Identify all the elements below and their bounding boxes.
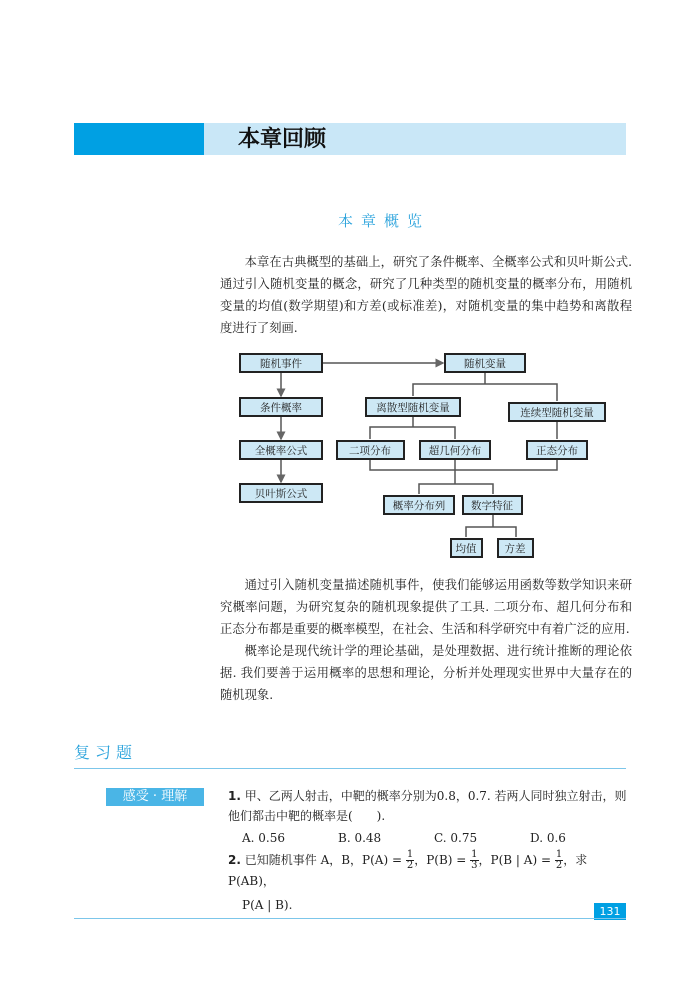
footer-divider bbox=[74, 918, 626, 919]
option-b: B. 0.48 bbox=[338, 831, 382, 845]
category-badge: 感受 · 理解 bbox=[106, 788, 204, 806]
label: 数字特征 bbox=[471, 500, 513, 512]
label: 正态分布 bbox=[536, 445, 578, 457]
option-d: D. 0.6 bbox=[530, 831, 566, 845]
denominator: 2 bbox=[555, 860, 563, 871]
label: 超几何分布 bbox=[428, 445, 482, 457]
fraction bbox=[555, 850, 563, 871]
label: 方差 bbox=[504, 543, 526, 555]
label: 条件概率 bbox=[260, 402, 302, 414]
question-text: ，求 P(AB)， bbox=[228, 853, 588, 888]
chapter-review-title: 本章回顾 bbox=[238, 126, 327, 152]
numerator: 1 bbox=[406, 849, 414, 860]
label: 概率分布列 bbox=[392, 500, 446, 512]
numerator: 1 bbox=[555, 849, 563, 860]
label: 连续型随机变量 bbox=[520, 407, 594, 419]
question-text: ，P(B | A) = bbox=[478, 853, 555, 867]
question-text: 甲、乙两人射击，中靶的概率分别为0.8，0.7. 若两人同时独立射击，则他们都击中靶的概率是( ). bbox=[228, 789, 627, 823]
label: 随机事件 bbox=[260, 358, 302, 370]
label: 均值 bbox=[455, 543, 477, 555]
option-c: C. 0.75 bbox=[434, 831, 478, 845]
denominator: 3 bbox=[471, 860, 478, 871]
overview-title: 本章概览 bbox=[337, 212, 430, 230]
fraction bbox=[470, 850, 478, 871]
intro-paragraph: 本章在古典概型的基础上，研究了条件概率、全概率公式和贝叶斯公式. 通过引入随机变量的概念，研究了几种类型的随机变量的概率分布，用随机变量的均值(数学期望)和方差(或标准差)，对随机变量的集中趋势和离散程度进行了刻画. bbox=[220, 255, 632, 335]
question-number: 1. bbox=[228, 789, 241, 803]
fraction bbox=[406, 850, 414, 871]
divider bbox=[74, 768, 626, 769]
question-text-continued: P(A | B). bbox=[242, 898, 293, 912]
page-number: 131 bbox=[594, 903, 626, 920]
paragraph: 概率论是现代统计学的理论基础，是处理数据、进行统计推断的理论依据. 我们要善于运用概率的思想和理论，分析并处理现实世界中大量存在的随机现象. bbox=[220, 644, 632, 702]
question-2 bbox=[228, 850, 630, 915]
overview-body bbox=[220, 574, 632, 706]
numerator: 1 bbox=[471, 849, 478, 860]
question-text: ，P(B) = bbox=[414, 853, 471, 867]
paragraph: 通过引入随机变量描述随机事件，使我们能够运用函数等数学知识来研究概率问题，为研究复杂的随机现象提供了工具. 二项分布、超几何分布和正态分布都是重要的概率模型，在社会、生活和科学研究中有着广泛的应用. bbox=[220, 578, 632, 636]
review-section-title: 复习题 bbox=[74, 743, 138, 762]
label: 贝叶斯公式 bbox=[254, 488, 308, 500]
denominator: 2 bbox=[406, 860, 414, 871]
option-a: A. 0.56 bbox=[242, 831, 286, 845]
label: 离散型随机变量 bbox=[376, 402, 450, 414]
question-text: 已知随机事件 A，B，P(A) = bbox=[244, 853, 406, 867]
label: 全概率公式 bbox=[254, 445, 308, 457]
question-1 bbox=[228, 786, 630, 848]
label: 二项分布 bbox=[349, 445, 391, 457]
question-number: 2. bbox=[228, 853, 241, 867]
label: 随机变量 bbox=[464, 358, 506, 370]
